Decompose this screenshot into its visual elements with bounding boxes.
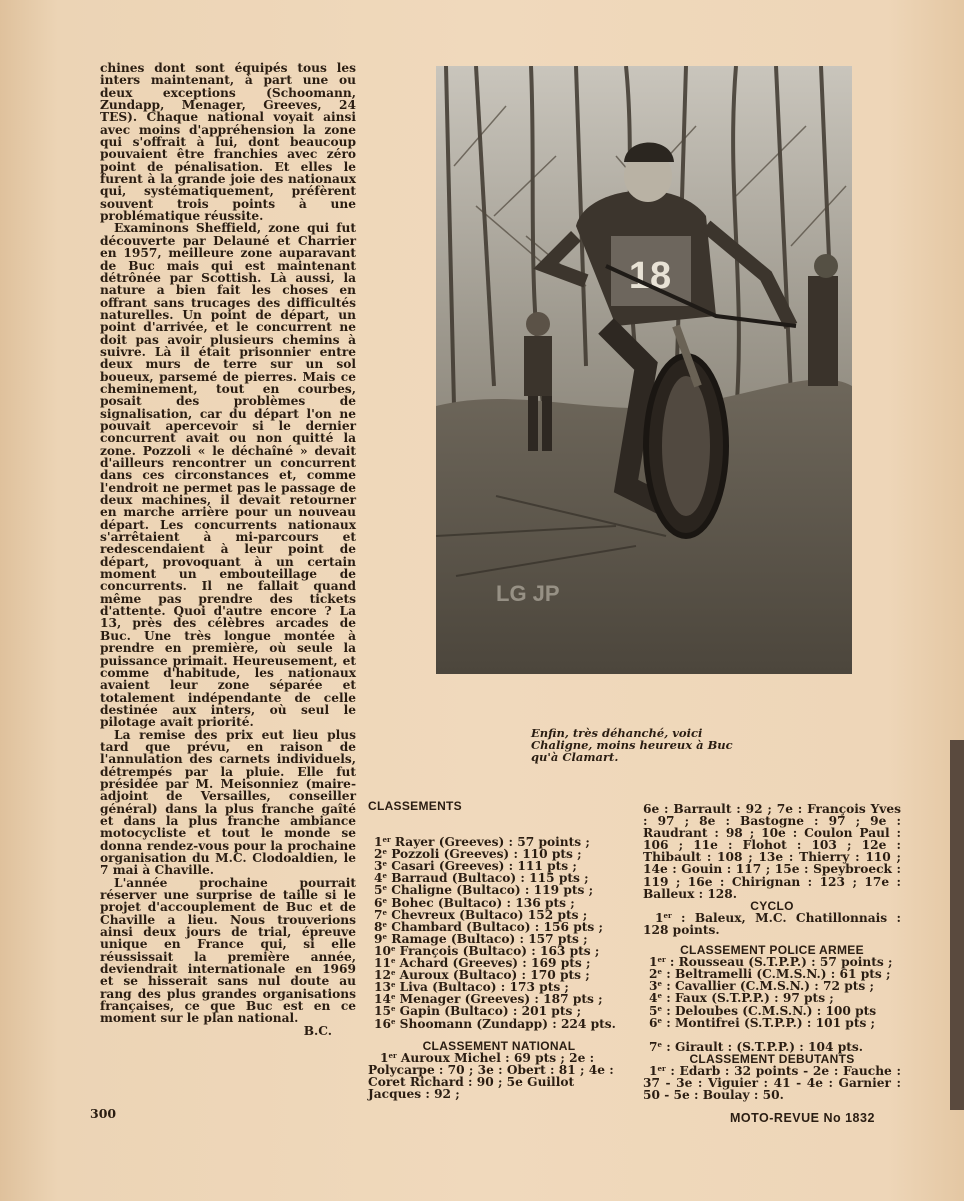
rank: 6 xyxy=(649,1015,658,1030)
rank: 2 xyxy=(374,847,383,862)
rank-suffix: e xyxy=(390,968,396,978)
results-column-right xyxy=(643,803,901,1101)
rank-suffix: e xyxy=(382,895,387,905)
rank-suffix: e xyxy=(657,1039,662,1049)
rank: 15 xyxy=(374,1004,391,1019)
rank: 4 xyxy=(649,991,658,1006)
result-text: : Cavallier (C.M.S.N.) : 72 pts ; xyxy=(661,979,874,994)
result-text: : Deloubes (C.M.S.N.) : 100 pts xyxy=(661,1003,877,1018)
rank-suffix: e xyxy=(657,991,662,1001)
result-line xyxy=(374,1018,630,1030)
article-column xyxy=(100,62,356,1037)
rank: 5 xyxy=(649,1003,658,1018)
article-signature: B.C. xyxy=(303,1023,332,1038)
result-text: Shoomann (Zundapp) : 224 pts. xyxy=(395,1016,616,1031)
classements-title: CLASSEMENTS xyxy=(368,799,462,813)
rank-suffix: e xyxy=(382,871,387,881)
rank-suffix: e xyxy=(390,980,396,990)
rank: 2 xyxy=(649,967,658,982)
rank: 3 xyxy=(649,979,658,994)
rank: 13 xyxy=(374,980,391,995)
rank: 3 xyxy=(374,859,383,874)
rank-suffix: e xyxy=(382,919,387,929)
result-text: Chambard (Bultaco) : 156 pts ; xyxy=(386,919,603,934)
result-text: Menager (Greeves) : 187 pts ; xyxy=(395,992,603,1007)
debutants-results: 1er : Edarb : 32 points - 2e : Fauche : 37 - 3e : Viguier : 41 - 4e : Garnier : 50 - 5e : Boulay : 50. xyxy=(643,1063,902,1103)
rank: 11 xyxy=(374,956,391,971)
result-text: Gapin (Bultaco) : 201 pts ; xyxy=(395,1004,582,1019)
rank-suffix: e xyxy=(382,859,387,869)
rank: 10 xyxy=(374,943,391,958)
rank-suffix: e xyxy=(390,1016,396,1026)
rank-suffix: er xyxy=(382,835,391,845)
result-text: Rayer (Greeves) : 57 points ; xyxy=(390,835,590,850)
national-results-continued: 6e : Barrault : 92 ; 7e : François Yves : 97 ; 8e : Bastogne : 97 ; 9e : Raudrant : 98 ; 10e : Coulon Paul : 106 ; 11e : Flohot : 103 ; 12e : Thibault : 108 ; 13e : Thierry : 110 ; 14e : Gouin : 117 ; 15e : Speybroeck : 119 ; 16e : Chirignan : 123 ; 17e : Balleux : 128. xyxy=(643,802,901,901)
result-text: : Rousseau (S.T.P.P.) : 57 points ; xyxy=(665,955,893,970)
rank: 9 xyxy=(374,931,383,946)
result-text: : Montifrei (S.T.P.P.) : 101 pts ; xyxy=(661,1015,876,1030)
results-column-left xyxy=(368,800,630,1100)
police-results-list xyxy=(649,956,901,1053)
result-text: Achard (Greeves) : 169 pts ; xyxy=(395,956,591,971)
national-results: 1er Auroux Michel : 69 pts ; 2e : Polycarpe : 70 ; 3e : Obert : 81 ; 4e : Coret Richard : 90 ; 5e Guillot Jacques : 92 ; xyxy=(368,1050,614,1101)
rank: 12 xyxy=(374,968,391,983)
results-list xyxy=(374,836,630,1030)
rank-suffix: e xyxy=(390,1004,396,1014)
result-text: : Beltramelli (C.M.S.N.) : 61 pts ; xyxy=(661,967,891,982)
rank: 14 xyxy=(374,992,391,1007)
rank: 1 xyxy=(649,955,658,970)
page-edge-shadow xyxy=(950,740,964,1110)
result-text: Auroux (Bultaco) : 170 pts ; xyxy=(395,968,590,983)
rank: 1 xyxy=(374,835,383,850)
article-paragraph: L'année prochaine pourrait réserver une surprise de taille si le projet d'accouplement de Buc et de Chaville a lieu. Nous trouverions ainsi deux jours de trial, épreuve unique en France qui, si elle réussissait la première année, deviendrait internationale en 1969 et se hisserait sans nul doute au rang des plus grandes organisations françaises, ce que Buc est en ce moment sur le plan national. xyxy=(100,875,356,1026)
rank-suffix: e xyxy=(390,943,396,953)
result-text: : Girault : (S.T.P.P.) : 104 pts. xyxy=(661,1039,863,1054)
rank-suffix: e xyxy=(657,1003,662,1013)
rank-suffix: e xyxy=(390,992,396,1002)
rank: 16 xyxy=(374,1016,391,1031)
photo-caption: Enfin, très déhanché, voici Chaligne, moins heureux à Buc qu'à Clamart. xyxy=(531,726,733,764)
photo-watermark: LG JP xyxy=(496,581,560,606)
cyclo-title: CYCLO xyxy=(750,898,794,913)
rank-suffix: e xyxy=(657,967,662,977)
result-text: Pozzoli (Greeves) : 110 pts ; xyxy=(386,847,582,862)
result-text: François (Bultaco) : 163 pts ; xyxy=(395,943,600,958)
police-result-line xyxy=(649,1017,901,1029)
debutants-title: CLASSEMENT DEBUTANTS xyxy=(689,1051,855,1066)
rider-number: 18 xyxy=(628,255,672,297)
national-title: CLASSEMENT NATIONAL xyxy=(422,1038,576,1053)
rank-suffix: e xyxy=(382,907,387,917)
result-text: Chaligne (Bultaco) : 119 pts ; xyxy=(386,883,594,898)
article-paragraph: chines dont sont équipés tous les inters maintenant, à part une ou deux exceptions (Schoomann, Zundapp, Menager, Greeves, 24 TES). Chaque national voyait ainsi avec moins d'appréhension la zone qui s'offrait à lui, dont beaucoup pouvaient être franchies avec zéro point de pénalisation. Et elles le furent à la grande joie des nationaux qui, systématiquement, préfèrent souvent trois points à une problématique réussite. xyxy=(100,61,356,224)
rank: 6 xyxy=(374,895,383,910)
rank-suffix: e xyxy=(657,1015,662,1025)
police-title: CLASSEMENT POLICE ARMEE xyxy=(680,943,864,958)
rank-suffix: e xyxy=(382,847,387,857)
rank: 7 xyxy=(649,1039,658,1054)
result-text: Chevreux (Bultaco) 152 pts ; xyxy=(386,907,588,922)
police-result-line xyxy=(649,1041,901,1053)
magazine-issue: MOTO-REVUE No 1832 xyxy=(730,1111,875,1125)
rank: 7 xyxy=(374,907,383,922)
article-paragraph: La remise des prix eut lieu plus tard que prévu, en raison de l'annulation des carnets individuels, détrempés par la pluie. Elle fut présidée par M. Meisonniez (maire-adjoint de Versailles, conseiller général) dans la plus franche gaîté et dans la plus franche ambiance motocycliste et tout le monde se donna rendez-vous pour la prochaine organisation du M.C. Clodoaldien, le 7 mai à Chaville. xyxy=(100,727,356,878)
result-text: Casari (Greeves) : 111 pts ; xyxy=(386,859,577,874)
rank-suffix: e xyxy=(382,931,387,941)
rank: 8 xyxy=(374,919,383,934)
article-paragraph: Examinons Sheffield, zone qui fut découverte par Delauné et Charrier en 1957, meilleure zone auparavant de Buc mais qui est maintenant détrônée par Scottish. Là aussi, la nature a bien fait les choses en offrant sans trucages des difficultés naturelles. Un point de départ, un point d'arrivée, et le concurrent ne doit pas avoir plusieurs chemins à suivre. Là il était prisonnier entre deux murs de terre sur un sol boueux, parsemé de pierres. Mais ce cheminement, tout en courbes, posait des problèmes de signalisation, car du départ l'on ne pouvait apercevoir si le dernier concurrent avait ou non quitté la zone. Pozzoli « le déchaîné » devait d'ailleurs rencontrer un concurrent dans ces circonstances et, comme l'endroit ne permet pas le passage de deux machines, il devait retourner en marche arrière pour un nouveau départ. Les concurrents nationaux s'arrêtaient à mi-parcours et redescendaient à leur point de départ, provoquant à un certain moment un embouteillage de concurrents. Il ne fallait quand même pas prendre des tickets d'attente. Quoi d'autre encore ? La 13, près des célèbres arcades de Buc. Une très longue montée à prendre en première, où seule la puissance primait. Heureusement, et comme d'habitude, les nationaux avaient leur zone séparée et totalement indépendante de celle destinée aux inters, où seul le pilotage avait priorité. xyxy=(100,221,356,730)
rank-suffix: er xyxy=(657,955,666,965)
rank-suffix: e xyxy=(382,883,387,893)
rank-suffix: e xyxy=(390,956,396,966)
result-text: Liva (Bultaco) : 173 pts ; xyxy=(395,980,569,995)
photo-illustration xyxy=(436,66,852,674)
rank: 4 xyxy=(374,871,383,886)
rank-suffix: e xyxy=(657,979,662,989)
page-number: 300 xyxy=(90,1106,117,1121)
trial-rider-photo xyxy=(436,66,852,674)
result-text: : Faux (S.T.P.P.) : 97 pts ; xyxy=(661,991,834,1006)
result-text: Ramage (Bultaco) : 157 pts ; xyxy=(386,931,588,946)
result-text: Bohec (Bultaco) : 136 pts ; xyxy=(386,895,575,910)
result-text: Barraud (Bultaco) : 115 pts ; xyxy=(386,871,589,886)
cyclo-results: 1er : Baleux, M.C. Chatillonnais : 128 points. xyxy=(643,910,901,937)
rank: 5 xyxy=(374,883,383,898)
